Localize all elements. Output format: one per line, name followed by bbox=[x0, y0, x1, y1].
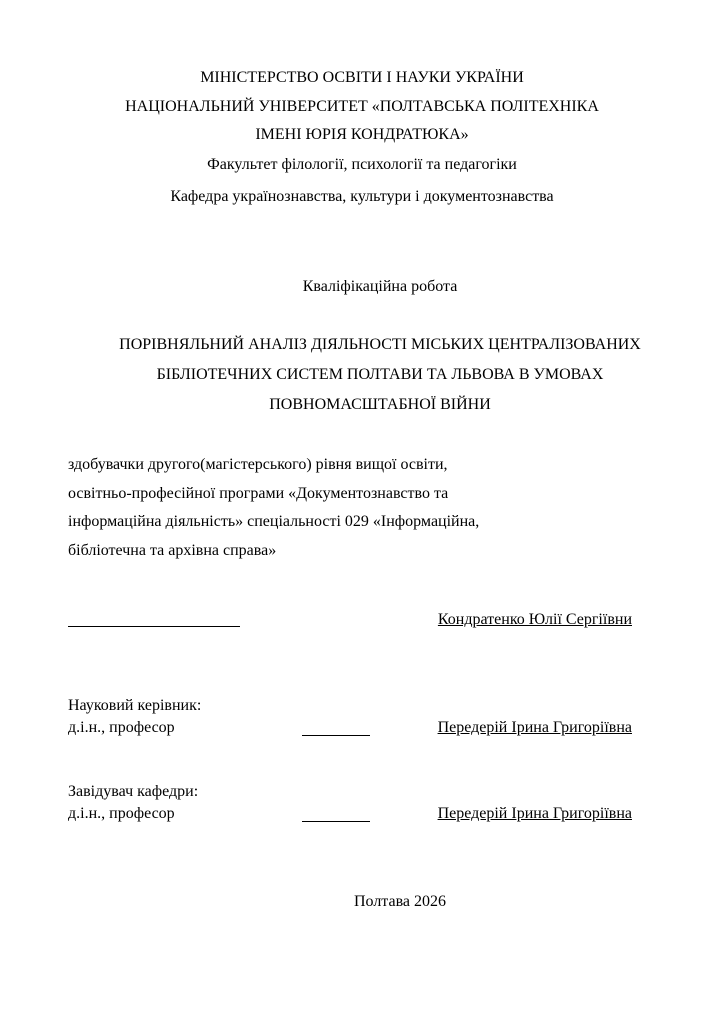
title-line: ПОРІВНЯЛЬНИЙ АНАЛІЗ ДІЯЛЬНОСТІ МІСЬКИХ ЦЕНТРАЛІЗОВАНИХ bbox=[119, 336, 641, 353]
student-name: Кондратенко Юлії Сергіївни bbox=[437, 611, 632, 628]
title-line: ПОВНОМАСШТАБНОЇ ВІЙНИ bbox=[269, 396, 491, 413]
university-line-1: НАЦІОНАЛЬНИЙ УНІВЕРСИТЕТ «ПОЛТАВСЬКА ПОЛІТЕХНІКА bbox=[125, 98, 599, 115]
student-description-line: здобувачки другого(магістерського) рівня вищої освіти, bbox=[68, 456, 448, 473]
work-type: Кваліфікаційна робота bbox=[302, 278, 458, 295]
supervisor-name: Передерій Ірина Григоріївна bbox=[437, 719, 632, 736]
student-description-line: бібліотечна та архівна справа» bbox=[68, 542, 277, 559]
faculty: Факультет філології, психології та педагогіки bbox=[207, 156, 517, 173]
head-degree: д.і.н., професор bbox=[68, 805, 175, 822]
university-line-2: ІМЕНІ ЮРІЯ КОНДРАТЮКА» bbox=[255, 126, 469, 143]
head-label: Завідувач кафедри: bbox=[68, 783, 199, 800]
title-line: БІБЛІОТЕЧНИХ СИСТЕМ ПОЛТАВИ ТА ЛЬВОВА В УМОВАХ bbox=[156, 366, 604, 383]
supervisor-signature-line bbox=[302, 735, 370, 736]
ministry: МІНІСТЕРСТВО ОСВІТИ І НАУКИ УКРАЇНИ bbox=[200, 69, 524, 86]
city-year: Полтава 2026 bbox=[353, 893, 447, 910]
head-signature-line bbox=[302, 821, 370, 822]
department: Кафедра українознавства, культури і документознавства bbox=[170, 188, 554, 205]
head-name: Передерій Ірина Григоріївна bbox=[437, 805, 632, 822]
student-signature-line bbox=[68, 626, 240, 627]
student-description-line: інформаційна діяльність» спеціальності 029 «Інформаційна, bbox=[68, 513, 480, 530]
supervisor-label: Науковий керівник: bbox=[68, 697, 202, 714]
student-description-line: освітньо-професійної програми «Документознавство та bbox=[68, 485, 449, 502]
supervisor-degree: д.і.н., професор bbox=[68, 719, 175, 736]
